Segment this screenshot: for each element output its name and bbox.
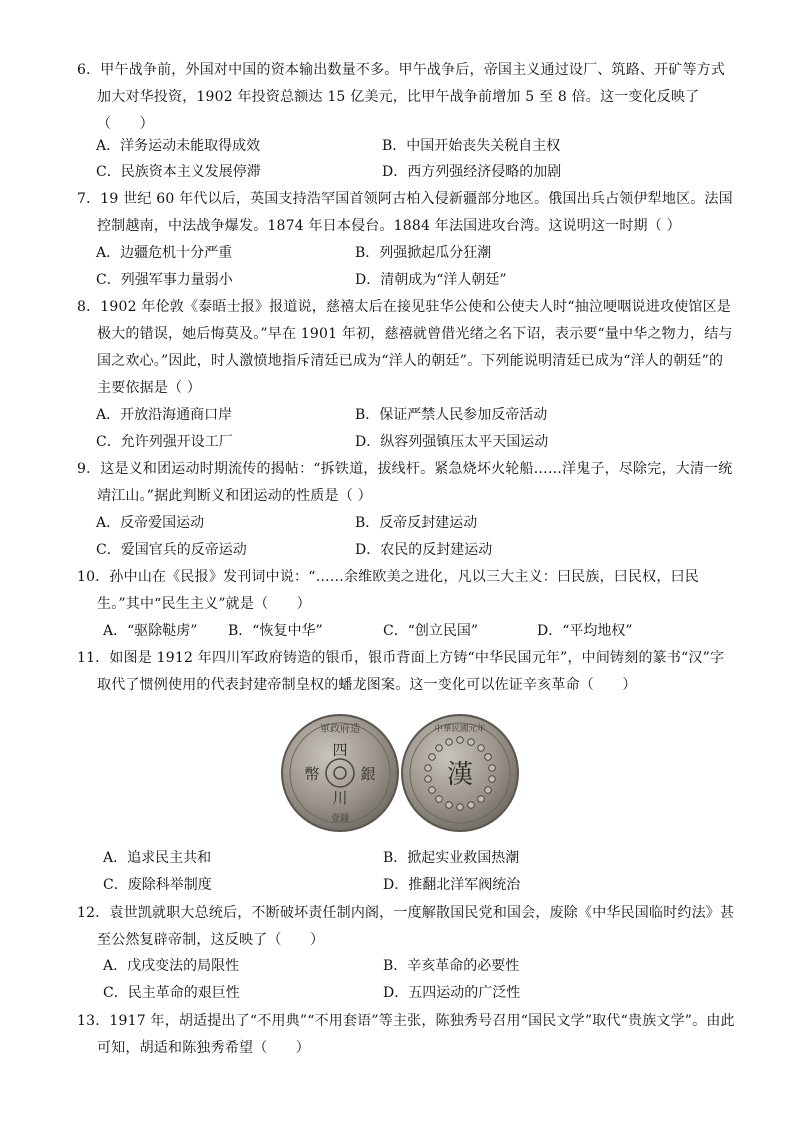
question-7-option-a[interactable]: A．边疆危机十分严重 — [96, 245, 233, 261]
question-11-option-d[interactable]: D．推翻北洋军阀统治 — [383, 877, 521, 893]
question-8-option-b[interactable]: B．保证严禁人民参加反帝活动 — [355, 407, 548, 423]
question-12-stem: 12．袁世凯就职大总统后，不断破坏责任制内阁，一度解散国民党和国会，废除《中华民国临时约法》甚至公然复辟帝制，这反映了（ ） — [77, 905, 735, 948]
question-8-stem: 8．1902 年伦敦《泰晤士报》报道说，慈禧太后在接见驻华公使和公使夫人时“抽泣哽咽说进攻使馆区是极大的错误，她后悔莫及。”早在 1901 年初，慈禧就曾借光绪之名下诏，表示要“量中华之物力，结与国之欢心。”因此，时人激愤地指斥清廷已成为“洋人的朝廷”。下列能说明清廷已成为“洋人的朝廷”的主要依据是（ ） — [77, 299, 733, 396]
question-10-option-c[interactable]: C．“创立民国” — [383, 623, 479, 639]
question-8-option-d[interactable]: D．纵容列强镇压太平天国运动 — [355, 434, 549, 450]
coin-obverse — [282, 715, 398, 831]
question-10-option-a[interactable]: A．“驱除鞑虏” — [103, 623, 198, 639]
question-10-stem: 10．孙中山在《民报》发刊词中说：“……余维欧美之进化，凡以三大主义：曰民族，曰民权，曰民生。”其中“民生主义”就是（ ） — [77, 569, 699, 612]
question-7-option-c[interactable]: C．列强军事力量弱小 — [96, 272, 233, 288]
question-10-option-d[interactable]: D．“平均地权” — [537, 623, 633, 639]
coin-obverse-right-char: 銀 — [360, 765, 376, 783]
coin-obverse-bottom-text: 壹圓 — [330, 814, 350, 824]
question-11-option-a[interactable]: A．追求民主共和 — [103, 850, 212, 866]
question-6-option-a[interactable]: A．洋务运动未能取得成效 — [96, 138, 261, 154]
question-7-stem: 7．19 世纪 60 年代以后，英国支持浩罕国首领阿古柏入侵新疆部分地区。俄国出兵占领伊犁地区。法国控制越南，中法战争爆发。1874 年日本侵台。1884 年法国进攻台湾。这说明这一时期（ ） — [77, 191, 733, 234]
question-11-option-b[interactable]: B．掀起实业救国热潮 — [383, 850, 520, 866]
question-9-option-a[interactable]: A．反帝爱国运动 — [96, 515, 205, 531]
question-11-stem: 11．如图是 1912 年四川军政府铸造的银币，银币背面上方铸“中华民国元年”，中间铸刻的篆书“汉”字取代了惯例使用的代表封建帝制皇权的蟠龙图案。这一变化可以佐证辛亥革命（ ） — [77, 650, 725, 693]
silver-coin-image — [280, 713, 520, 833]
question-6-option-b[interactable]: B．中国开始丧失关税自主权 — [382, 138, 561, 154]
question-9-option-d[interactable]: D．农民的反封建运动 — [355, 542, 493, 558]
coin-obverse-upper-char: 四 — [332, 741, 348, 759]
question-12-option-c[interactable]: C．民主革命的艰巨性 — [103, 985, 240, 1001]
question-8-option-c[interactable]: C．允许列强开设工厂 — [96, 434, 233, 450]
question-11-option-c[interactable]: C．废除科举制度 — [103, 877, 212, 893]
question-8-option-a[interactable]: A．开放沿海通商口岸 — [96, 407, 233, 423]
question-6-option-c[interactable]: C．民族资本主义发展停滞 — [96, 164, 261, 180]
question-9-stem: 9．这是义和团运动时期流传的揭帖：“拆铁道，拔线杆。紧急烧坏火轮船……洋鬼子，尽除完，大清一统靖江山。”据此判断义和团运动的性质是（ ） — [77, 461, 733, 504]
coin-reverse-top-text: 中華民國元年 — [434, 724, 486, 734]
question-12-option-b[interactable]: B．辛亥革命的必要性 — [383, 958, 520, 974]
question-9-option-c[interactable]: C．爱国官兵的反帝运动 — [96, 542, 247, 558]
question-9-option-b[interactable]: B．反帝反封建运动 — [355, 515, 478, 531]
coin-obverse-top-text: 軍政府造 — [320, 724, 360, 735]
question-10-option-b[interactable]: B．“恢复中华” — [228, 623, 323, 639]
question-12-option-a[interactable]: A．戊戌变法的局限性 — [103, 958, 240, 974]
question-12-option-d[interactable]: D．五四运动的广泛性 — [383, 985, 521, 1001]
question-6-option-d[interactable]: D．西方列强经济侵略的加剧 — [382, 164, 562, 180]
question-7-option-d[interactable]: D．清朝成为“洋人朝廷” — [355, 272, 507, 288]
question-6-stem: 6．甲午战争前，外国对中国的资本输出数量不多。甲午战争后，帝国主义通过设厂、筑路、开矿等方式加大对华投资，1902 年投资总额达 15 亿美元，比甲午战争前增加 5 至 8 倍。这一变化反映了（ ） — [77, 62, 726, 132]
coin-reverse-center-char: 漢 — [446, 760, 474, 790]
question-13-stem: 13．1917 年，胡适提出了“不用典”“不用套语”等主张，陈独秀号召用“国民文学”取代“贵族文学”。由此可知，胡适和陈独秀希望（ ） — [77, 1013, 735, 1056]
question-7-option-b[interactable]: B．列强掀起瓜分狂潮 — [355, 245, 492, 261]
coin-reverse — [402, 715, 518, 831]
coin-obverse-left-char: 幣 — [304, 765, 320, 783]
coin-obverse-lower-char: 川 — [332, 789, 348, 807]
